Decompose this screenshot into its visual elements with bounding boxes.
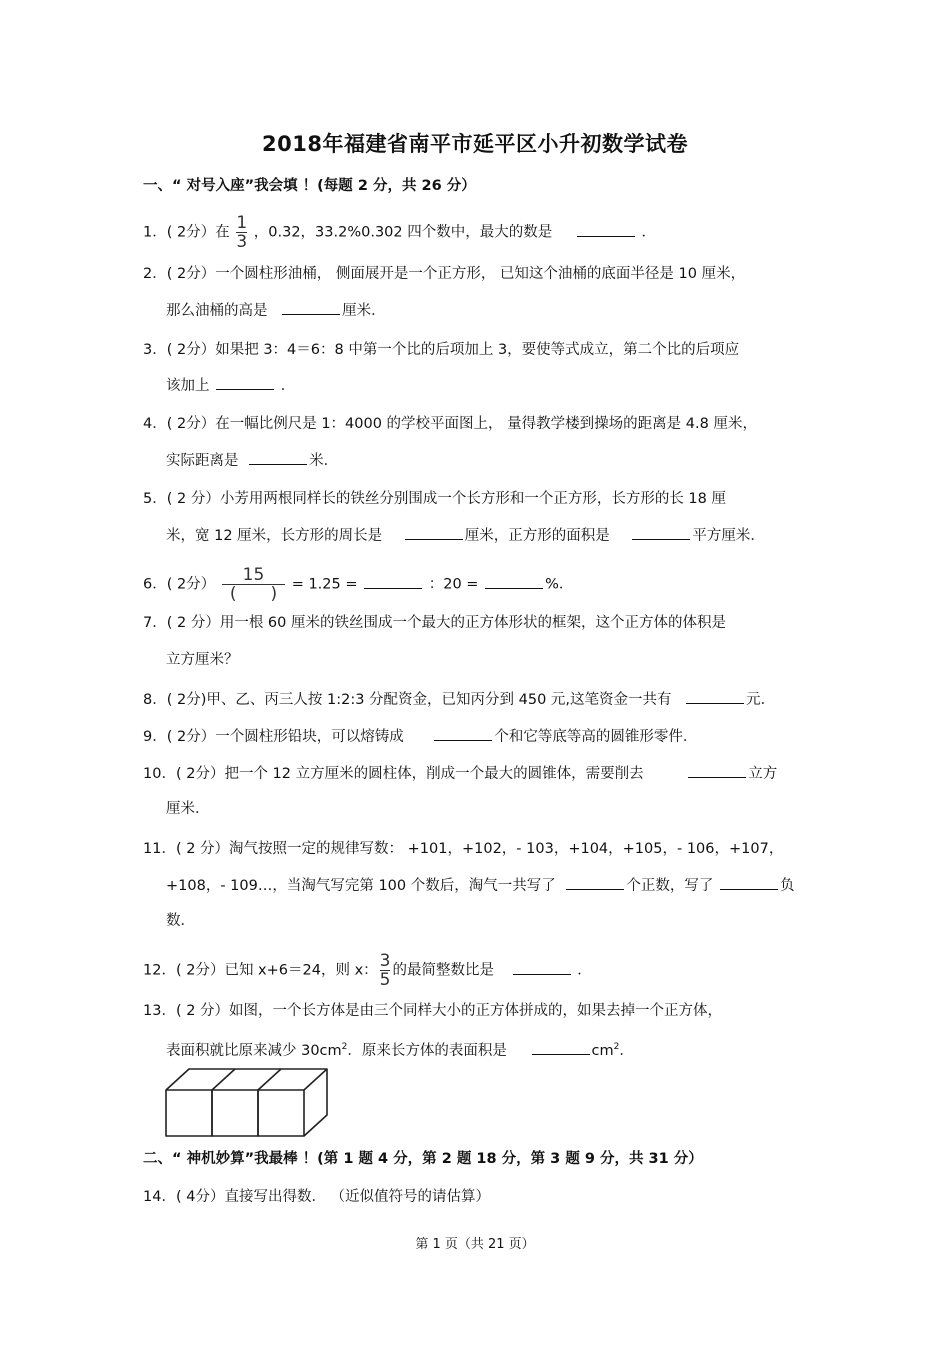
q6-fraction-numerator: 15 bbox=[242, 565, 265, 585]
q4-text: 实际距离是 bbox=[166, 453, 239, 469]
q11-text-2: 个正数，写了 bbox=[626, 878, 714, 894]
question-11-line-1: 11．( 2 分）淘气按照一定的规律写数： +101，+102，- 103，+104，+105，- 106，+107， bbox=[143, 841, 784, 857]
q10-text: 10．( 2分）把一个 12 立方厘米的圆柱体，削成一个最大的圆锥体，需要削去 bbox=[143, 766, 644, 782]
q13-text: 表面积就比原来减少 30cm bbox=[166, 1042, 342, 1059]
q5-answer-blank-1[interactable] bbox=[405, 525, 463, 540]
q1-fraction-numerator: 1 bbox=[236, 213, 248, 233]
q8-answer-blank[interactable] bbox=[686, 689, 744, 704]
q5-unit: 平方厘米． bbox=[692, 528, 765, 544]
q9-text: 9．( 2分）一个圆柱形铅块，可以熔铸成 bbox=[143, 729, 404, 745]
q12-text-2: 的最简整数比是 bbox=[392, 962, 494, 979]
top-face-outline bbox=[166, 1069, 327, 1090]
question-5-line-2 bbox=[166, 525, 765, 546]
question-4-line-2 bbox=[166, 450, 338, 471]
question-10-line-1 bbox=[143, 763, 777, 784]
q13-unit: cm bbox=[591, 1042, 614, 1059]
question-1 bbox=[143, 215, 656, 250]
q1-text-2: ，0.32，33.2%0.302 四个数中，最大的数是 bbox=[253, 224, 553, 241]
q11-text-3: 负 bbox=[779, 878, 795, 894]
q2-answer-blank[interactable] bbox=[282, 300, 340, 315]
q1-fraction bbox=[236, 215, 247, 250]
q6-ratio: ：20 = bbox=[428, 576, 479, 593]
page-footer: 第 1 页（共 21 页） bbox=[415, 1237, 535, 1252]
question-11-line-2 bbox=[166, 875, 794, 896]
q11-text: +108，- 109…，当淘气写完第 100 个数后，淘气一共写了 bbox=[166, 878, 556, 894]
question-4-line-1: 4．( 2分）在一幅比例尺是 1：4000 的学校平面图上， 量得教学楼到操场的距离是 4.8 厘米， bbox=[143, 416, 757, 432]
q13-text-2: ．原来长方体的表面积是 bbox=[347, 1042, 507, 1059]
three-cubes-figure bbox=[163, 1066, 333, 1140]
top-divider-2 bbox=[258, 1069, 281, 1090]
section-1-heading bbox=[143, 176, 476, 196]
section-2-detail: ！(第 1 题 4 分，第 2 题 18 分，第 3 题 9 分，共 31 分） bbox=[302, 1151, 703, 1167]
q3-end: ． bbox=[280, 378, 296, 394]
question-14: 14．( 4分）直接写出得数． （近似值符号的请估算） bbox=[143, 1189, 491, 1205]
question-13-line-1: 13．( 2 分）如图，一个长方体是由三个同样大小的正方体拼成的，如果去掉一个正方体， bbox=[143, 1003, 723, 1019]
question-3-line-2 bbox=[166, 375, 295, 396]
section-2-heading bbox=[143, 1149, 703, 1169]
q6-percent: %． bbox=[545, 576, 574, 593]
q6-fraction-denominator-blank[interactable]: ( ) bbox=[229, 584, 278, 604]
section-1-detail: ！(每题 2 分，共 26 分） bbox=[302, 178, 476, 194]
q3-answer-blank[interactable] bbox=[216, 375, 274, 390]
q10-answer-blank[interactable] bbox=[688, 763, 746, 778]
q6-text: 6．( 2分） bbox=[143, 576, 216, 593]
question-10-line-2: 厘米． bbox=[166, 801, 210, 817]
q1-end: ． bbox=[641, 224, 656, 241]
q6-answer-blank-1[interactable] bbox=[364, 574, 422, 589]
q1-answer-blank[interactable] bbox=[577, 222, 635, 237]
q9-answer-blank[interactable] bbox=[434, 726, 492, 741]
page-title: 2018年福建省南平市延平区小升初数学试卷 bbox=[262, 132, 688, 156]
question-11-line-3: 数． bbox=[166, 913, 195, 929]
q1-text: 1．( 2分）在 bbox=[143, 224, 230, 241]
question-2-line-1: 2．( 2分）一个圆柱形油桶， 侧面展开是一个正方形， 已知这个油桶的底面半径是 10 厘米， bbox=[143, 266, 746, 282]
cube-1-front-face bbox=[166, 1090, 212, 1136]
q13-end: ． bbox=[619, 1042, 634, 1059]
question-7-line-2: 立方厘米？ bbox=[166, 652, 239, 668]
q12-text: 12．( 2分）已知 x+6＝24，则 x： bbox=[143, 962, 378, 979]
question-9 bbox=[143, 726, 697, 747]
top-divider-1 bbox=[212, 1069, 235, 1090]
q5-text: 米，宽 12 厘米，长方形的周长是 bbox=[166, 528, 383, 544]
q12-answer-blank[interactable] bbox=[513, 960, 571, 975]
q13-superscript-1: 2 bbox=[341, 1042, 348, 1052]
question-6 bbox=[143, 567, 573, 602]
question-8 bbox=[143, 689, 775, 710]
q6-fraction bbox=[222, 567, 285, 602]
q8-unit: 元． bbox=[746, 692, 776, 708]
q11-answer-blank-2[interactable] bbox=[720, 875, 778, 890]
q9-text-2: 个和它等底等高的圆锥形零件． bbox=[494, 729, 698, 745]
cube-2-front-face bbox=[212, 1090, 258, 1136]
q3-text: 该加上 bbox=[166, 378, 210, 394]
q4-unit: 米． bbox=[309, 453, 339, 469]
question-5-line-1: 5．( 2 分）小芳用两根同样长的铁丝分别围成一个长方形和一个正方形，长方形的长 18 厘 bbox=[143, 491, 726, 507]
q12-fraction-denominator: 5 bbox=[379, 970, 391, 990]
section-2-title: 二、“ 神机妙算”我最棒 bbox=[143, 1151, 298, 1167]
question-13-line-2 bbox=[166, 1037, 634, 1061]
question-2-line-2 bbox=[166, 300, 386, 321]
q12-fraction-numerator: 3 bbox=[379, 951, 391, 971]
q12-end: ． bbox=[577, 962, 592, 979]
q1-fraction-denominator: 3 bbox=[236, 232, 248, 252]
q11-answer-blank-1[interactable] bbox=[566, 875, 624, 890]
q12-fraction bbox=[380, 953, 391, 988]
q6-answer-blank-2[interactable] bbox=[485, 574, 543, 589]
q5-text-2: 厘米，正方形的面积是 bbox=[464, 528, 610, 544]
q6-equals: = 1.25 = bbox=[291, 576, 358, 593]
q13-answer-blank[interactable] bbox=[532, 1040, 590, 1055]
cube-3-front-face bbox=[258, 1090, 304, 1136]
question-12 bbox=[143, 953, 592, 988]
section-1-title: 一、“ 对号入座”我会填 bbox=[143, 178, 298, 194]
q2-text: 那么油桶的高是 bbox=[166, 303, 268, 319]
q5-answer-blank-2[interactable] bbox=[632, 525, 690, 540]
question-7-line-1: 7．( 2 分）用一根 60 厘米的铁丝围成一个最大的正方体形状的框架，这个正方体的体积是 bbox=[143, 615, 726, 631]
q4-answer-blank[interactable] bbox=[249, 450, 307, 465]
q10-unit: 立方 bbox=[748, 766, 778, 782]
q2-unit: 厘米． bbox=[342, 303, 386, 319]
q13-superscript-2: 2 bbox=[613, 1042, 620, 1052]
question-3-line-1: 3．( 2分）如果把 3：4＝6：8 中第一个比的后项加上 3，要使等式成立，第二个比的后项应 bbox=[143, 342, 740, 358]
q8-text: 8．( 2分)甲、乙、丙三人按 1:2:3 分配资金，已知丙分到 450 元,这笔资金一共有 bbox=[143, 692, 672, 708]
